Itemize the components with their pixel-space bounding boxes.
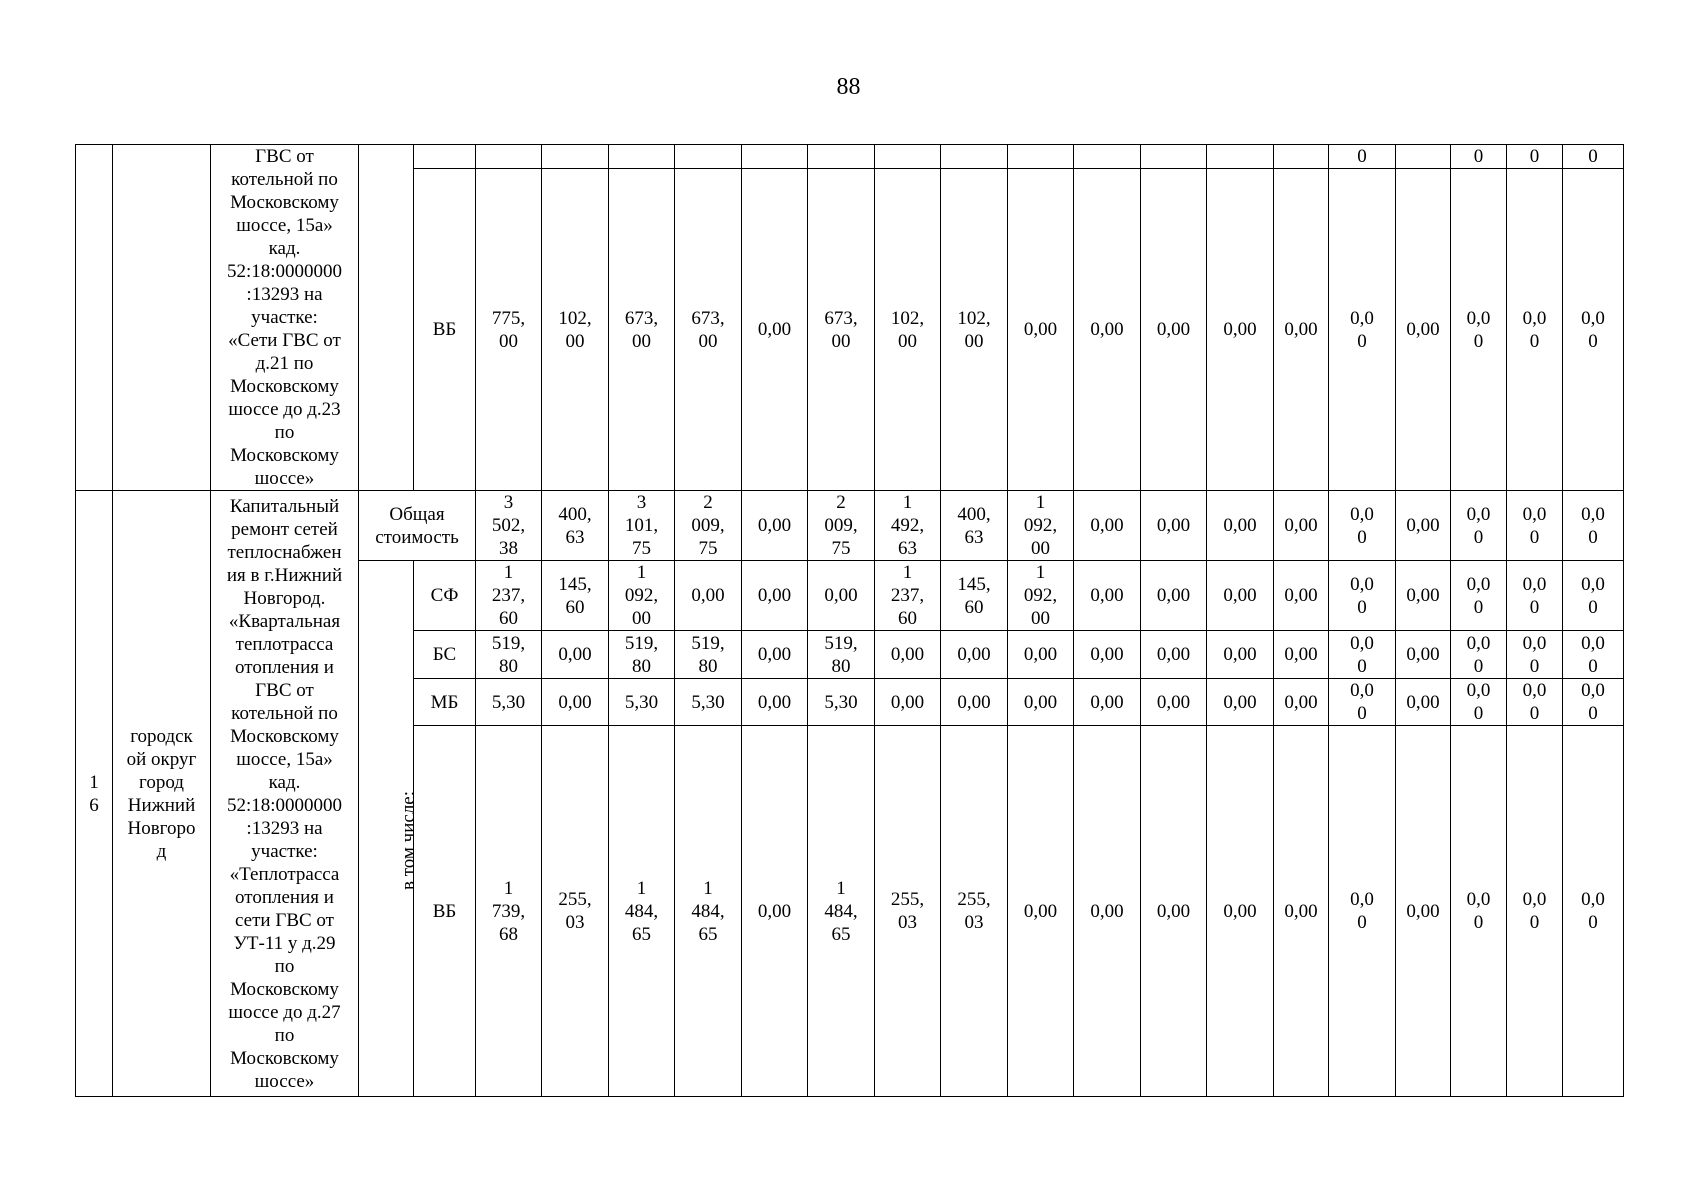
page-number: 88 bbox=[836, 74, 861, 100]
value-cell: 0,00 bbox=[1207, 491, 1274, 561]
number-cell bbox=[76, 145, 113, 491]
value-cell: 5,30 bbox=[476, 679, 542, 726]
source-label-cell: СФ bbox=[414, 561, 476, 631]
value-cell: 1 092, 00 bbox=[1008, 561, 1074, 631]
value-cell: 0,00 bbox=[1074, 169, 1141, 491]
value-cell: 519, 80 bbox=[476, 631, 542, 679]
value-cell: 255, 03 bbox=[542, 726, 609, 1097]
source-label-cell: ВБ bbox=[414, 169, 476, 491]
value-cell: 0,00 bbox=[1396, 491, 1451, 561]
value-cell: 0,0 0 bbox=[1451, 561, 1507, 631]
value-cell: 673, 00 bbox=[675, 169, 742, 491]
value-cell: 0,00 bbox=[1074, 679, 1141, 726]
source-label-cell: МБ bbox=[414, 679, 476, 726]
value-cell bbox=[542, 145, 609, 169]
value-cell: 0,00 bbox=[542, 679, 609, 726]
value-cell: 102, 00 bbox=[542, 169, 609, 491]
value-cell: 673, 00 bbox=[808, 169, 875, 491]
value-cell: 3 101, 75 bbox=[609, 491, 675, 561]
value-cell: 0,0 0 bbox=[1507, 491, 1563, 561]
value-cell: 0,00 bbox=[1074, 631, 1141, 679]
value-cell: 0,0 0 bbox=[1563, 679, 1624, 726]
value-cell: 0,00 bbox=[1141, 561, 1207, 631]
value-cell: 0,00 bbox=[941, 679, 1008, 726]
municipality-cell bbox=[113, 145, 211, 491]
value-cell: 0,00 bbox=[808, 561, 875, 631]
value-cell bbox=[1396, 145, 1451, 169]
value-cell: 0,0 0 bbox=[1329, 679, 1396, 726]
value-cell: 0,00 bbox=[675, 561, 742, 631]
value-cell: 1 484, 65 bbox=[675, 726, 742, 1097]
value-cell bbox=[1074, 145, 1141, 169]
value-cell: 0,00 bbox=[1008, 679, 1074, 726]
value-cell: 1 492, 63 bbox=[875, 491, 941, 561]
including-cell bbox=[359, 145, 414, 491]
value-cell bbox=[675, 145, 742, 169]
including-cell bbox=[359, 561, 420, 1097]
value-cell: 0,00 bbox=[1008, 169, 1074, 491]
value-cell bbox=[742, 145, 808, 169]
source-label-cell: ВБ bbox=[414, 726, 476, 1097]
including-label: в том числе: bbox=[398, 790, 420, 890]
value-cell: 0,0 0 bbox=[1451, 169, 1507, 491]
value-cell: 0,00 bbox=[1396, 726, 1451, 1097]
value-cell: 3 502, 38 bbox=[476, 491, 542, 561]
value-cell: 673, 00 bbox=[609, 169, 675, 491]
value-cell: 0,0 0 bbox=[1507, 679, 1563, 726]
value-cell: 0,00 bbox=[875, 631, 941, 679]
value-cell: 0,0 0 bbox=[1563, 726, 1624, 1097]
object-name-cell: ГВС от котельной по Московскому шоссе, 15а» кад. 52:18:0000000 :13293 на участке: «Сети ГВС от д.21 по Московскому шоссе до д.23 по Московскому шоссе» bbox=[211, 145, 359, 491]
value-cell bbox=[808, 145, 875, 169]
value-cell: 0,0 0 bbox=[1507, 631, 1563, 679]
value-cell: 0,00 bbox=[1274, 491, 1329, 561]
budget-table bbox=[75, 144, 1624, 1097]
source-label-cell: БС bbox=[414, 631, 476, 679]
value-cell: 0,00 bbox=[1207, 561, 1274, 631]
value-cell: 0,00 bbox=[1207, 726, 1274, 1097]
value-cell: 0,0 0 bbox=[1329, 491, 1396, 561]
value-cell: 0,00 bbox=[742, 679, 808, 726]
value-cell: 775, 00 bbox=[476, 169, 542, 491]
value-cell bbox=[1141, 145, 1207, 169]
value-cell: 0,00 bbox=[742, 561, 808, 631]
value-cell: 5,30 bbox=[609, 679, 675, 726]
value-cell: 0,00 bbox=[1074, 726, 1141, 1097]
value-cell: 0,00 bbox=[1396, 679, 1451, 726]
value-cell bbox=[1274, 145, 1329, 169]
value-cell: 0 bbox=[1329, 145, 1396, 169]
value-cell: 519, 80 bbox=[675, 631, 742, 679]
value-cell: 0,00 bbox=[1008, 726, 1074, 1097]
value-cell bbox=[609, 145, 675, 169]
value-cell: 5,30 bbox=[675, 679, 742, 726]
value-cell: 1 484, 65 bbox=[609, 726, 675, 1097]
value-cell bbox=[476, 145, 542, 169]
value-cell: 0,00 bbox=[742, 631, 808, 679]
value-cell: 1 739, 68 bbox=[476, 726, 542, 1097]
value-cell: 255, 03 bbox=[941, 726, 1008, 1097]
value-cell: 0,00 bbox=[1207, 679, 1274, 726]
municipality-cell: городск ой округ город Нижний Новгоро д bbox=[113, 491, 211, 1097]
total-label-cell: Общая стоимость bbox=[359, 491, 476, 561]
value-cell: 400, 63 bbox=[542, 491, 609, 561]
value-cell: 519, 80 bbox=[808, 631, 875, 679]
value-cell: 0 bbox=[1451, 145, 1507, 169]
value-cell: 0,00 bbox=[1141, 631, 1207, 679]
value-cell: 2 009, 75 bbox=[808, 491, 875, 561]
value-cell: 0,0 0 bbox=[1329, 169, 1396, 491]
value-cell: 0,00 bbox=[742, 726, 808, 1097]
value-cell: 0,00 bbox=[1396, 561, 1451, 631]
value-cell: 1 237, 60 bbox=[476, 561, 542, 631]
value-cell: 0,00 bbox=[1274, 631, 1329, 679]
value-cell: 0,0 0 bbox=[1507, 561, 1563, 631]
value-cell: 0,00 bbox=[941, 631, 1008, 679]
value-cell: 0,0 0 bbox=[1451, 679, 1507, 726]
value-cell: 0,0 0 bbox=[1329, 631, 1396, 679]
value-cell: 519, 80 bbox=[609, 631, 675, 679]
value-cell: 0,00 bbox=[742, 491, 808, 561]
value-cell: 0,00 bbox=[1141, 726, 1207, 1097]
value-cell: 0,00 bbox=[1396, 631, 1451, 679]
value-cell: 0,0 0 bbox=[1507, 726, 1563, 1097]
value-cell: 1 092, 00 bbox=[1008, 491, 1074, 561]
value-cell: 0,0 0 bbox=[1563, 169, 1624, 491]
value-cell: 400, 63 bbox=[941, 491, 1008, 561]
value-cell: 0,00 bbox=[1274, 726, 1329, 1097]
value-cell bbox=[1207, 145, 1274, 169]
value-cell: 0,0 0 bbox=[1563, 491, 1624, 561]
table-row bbox=[76, 145, 1624, 169]
value-cell: 255, 03 bbox=[875, 726, 941, 1097]
value-cell: 102, 00 bbox=[875, 169, 941, 491]
object-name-cell: Капитальный ремонт сетей теплоснабжен ия в г.Нижний Новгород. «Квартальная теплотрасса отопления и ГВС от котельной по Московскому шоссе, 15а» кад. 52:18:0000000 :13293 на участке: «Теплотрасса отопления и сети ГВС от УТ-11 у д.29 по Московскому шоссе до д.27 по Московскому шоссе» bbox=[211, 491, 359, 1097]
number-cell: 1 6 bbox=[76, 491, 113, 1097]
value-cell: 5,30 bbox=[808, 679, 875, 726]
value-cell: 0,0 0 bbox=[1451, 491, 1507, 561]
value-cell: 0 bbox=[1507, 145, 1563, 169]
source-label-cell bbox=[414, 145, 476, 169]
value-cell bbox=[1008, 145, 1074, 169]
value-cell: 2 009, 75 bbox=[675, 491, 742, 561]
value-cell: 0,00 bbox=[1141, 491, 1207, 561]
value-cell: 0,0 0 bbox=[1563, 561, 1624, 631]
value-cell: 0,00 bbox=[1074, 491, 1141, 561]
value-cell: 0,0 0 bbox=[1329, 561, 1396, 631]
value-cell: 0,00 bbox=[1074, 561, 1141, 631]
value-cell: 145, 60 bbox=[941, 561, 1008, 631]
value-cell: 1 092, 00 bbox=[609, 561, 675, 631]
value-cell: 1 484, 65 bbox=[808, 726, 875, 1097]
value-cell: 0,00 bbox=[1274, 679, 1329, 726]
value-cell: 0,0 0 bbox=[1451, 726, 1507, 1097]
value-cell: 0,00 bbox=[1207, 169, 1274, 491]
value-cell: 0,00 bbox=[1008, 631, 1074, 679]
value-cell: 1 237, 60 bbox=[875, 561, 941, 631]
value-cell: 0,0 0 bbox=[1507, 169, 1563, 491]
value-cell: 0 bbox=[1563, 145, 1624, 169]
value-cell: 0,00 bbox=[875, 679, 941, 726]
value-cell: 0,00 bbox=[1274, 561, 1329, 631]
value-cell: 0,0 0 bbox=[1563, 631, 1624, 679]
value-cell: 102, 00 bbox=[941, 169, 1008, 491]
value-cell bbox=[941, 145, 1008, 169]
value-cell: 145, 60 bbox=[542, 561, 609, 631]
value-cell: 0,00 bbox=[1207, 631, 1274, 679]
value-cell: 0,00 bbox=[742, 169, 808, 491]
value-cell: 0,00 bbox=[1141, 169, 1207, 491]
value-cell: 0,00 bbox=[1274, 169, 1329, 491]
value-cell: 0,0 0 bbox=[1329, 726, 1396, 1097]
value-cell: 0,00 bbox=[1141, 679, 1207, 726]
value-cell bbox=[875, 145, 941, 169]
table-row bbox=[76, 491, 1624, 561]
value-cell: 0,00 bbox=[542, 631, 609, 679]
value-cell: 0,0 0 bbox=[1451, 631, 1507, 679]
value-cell: 0,00 bbox=[1396, 169, 1451, 491]
